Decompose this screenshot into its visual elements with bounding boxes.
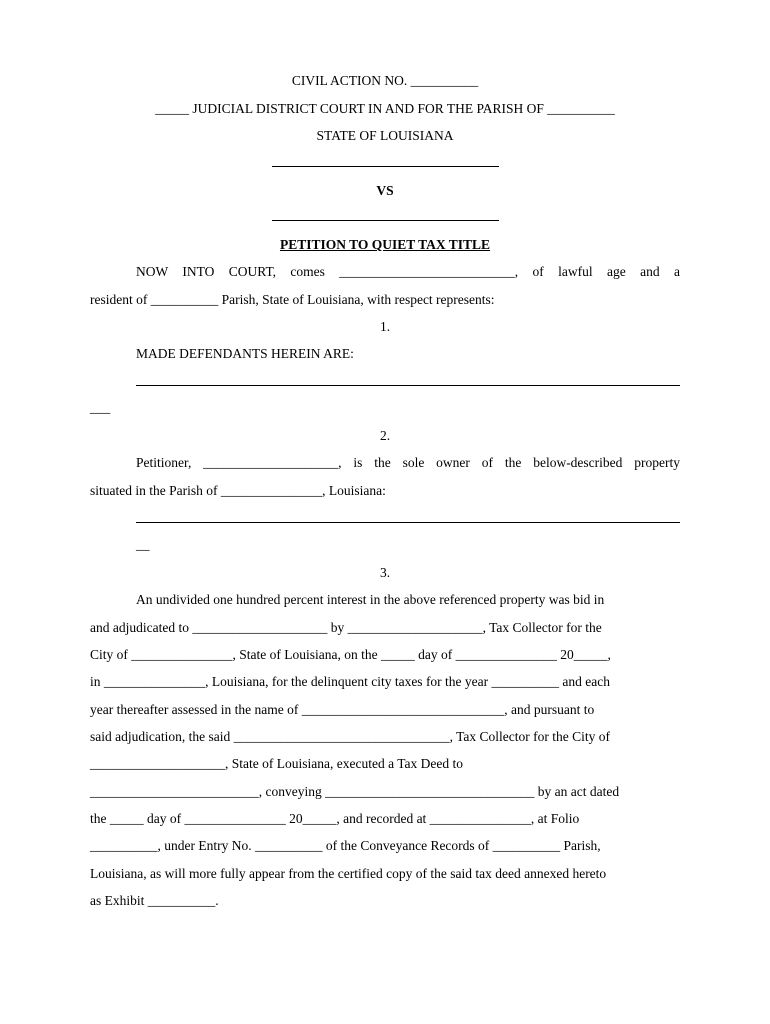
intro-line-1: NOW INTO COURT, comes __________________________, of lawful age and a: [136, 264, 680, 279]
section-3-line-9: the _____ day of _______________ 20_____, and recorded at _______________, at Folio: [90, 811, 580, 826]
section-3-line-4: in _______________, Louisiana, for the delinquent city taxes for the year __________ and each: [90, 674, 610, 689]
section-3-line-5: year thereafter assessed in the name of ______________________________, and pursuant to: [90, 702, 595, 717]
section-2-continuation: __: [136, 537, 150, 552]
civil-action-line: CIVIL ACTION NO. __________: [291, 73, 479, 88]
section-3-number: 3.: [379, 565, 391, 580]
section-1-number: 1.: [379, 319, 391, 334]
section-3-line-6: said adjudication, the said ________________________________, Tax Collector for the City of: [90, 729, 610, 744]
section-3-line-12: as Exhibit __________.: [90, 893, 219, 908]
section-3-line-10: __________, under Entry No. __________ of the Conveyance Records of __________ Parish,: [90, 838, 601, 853]
section-3-line-8: _________________________, conveying _______________________________ by an act dated: [90, 784, 620, 799]
plaintiff-blank-rule: [272, 166, 499, 167]
section-3-line-2: and adjudicated to ____________________ by ____________________, Tax Collector for the: [90, 620, 602, 635]
intro-line-2: resident of __________ Parish, State of Louisiana, with respect represents:: [90, 292, 495, 307]
versus-label: VS: [376, 183, 394, 198]
section-3-line-11: Louisiana, as will more fully appear from the certified copy of the said tax deed annexed hereto: [90, 866, 607, 881]
section-2-number: 2.: [379, 428, 391, 443]
section-2-line-2: situated in the Parish of _______________, Louisiana:: [90, 483, 386, 498]
section-3-line-1: An undivided one hundred percent interest in the above referenced property was bid in: [136, 592, 605, 607]
section-3-line-7: ____________________, State of Louisiana, executed a Tax Deed to: [90, 756, 463, 771]
court-line: _____ JUDICIAL DISTRICT COURT IN AND FOR THE PARISH OF __________: [155, 101, 615, 116]
section-1-heading: MADE DEFENDANTS HEREIN ARE:: [136, 346, 354, 361]
section-3-line-3: City of _______________, State of Louisiana, on the _____ day of _______________ 20_____,: [90, 647, 611, 662]
state-line: STATE OF LOUISIANA: [316, 128, 454, 143]
defendant-blank-rule: [272, 220, 499, 221]
section-1-continuation: ___: [90, 400, 111, 415]
section-2-line-1: Petitioner, ____________________, is the sole owner of the below-described property: [136, 455, 680, 470]
defendants-blank-rule: [136, 385, 680, 386]
document-title: PETITION TO QUIET TAX TITLE: [279, 237, 491, 252]
property-blank-rule: [136, 522, 680, 523]
